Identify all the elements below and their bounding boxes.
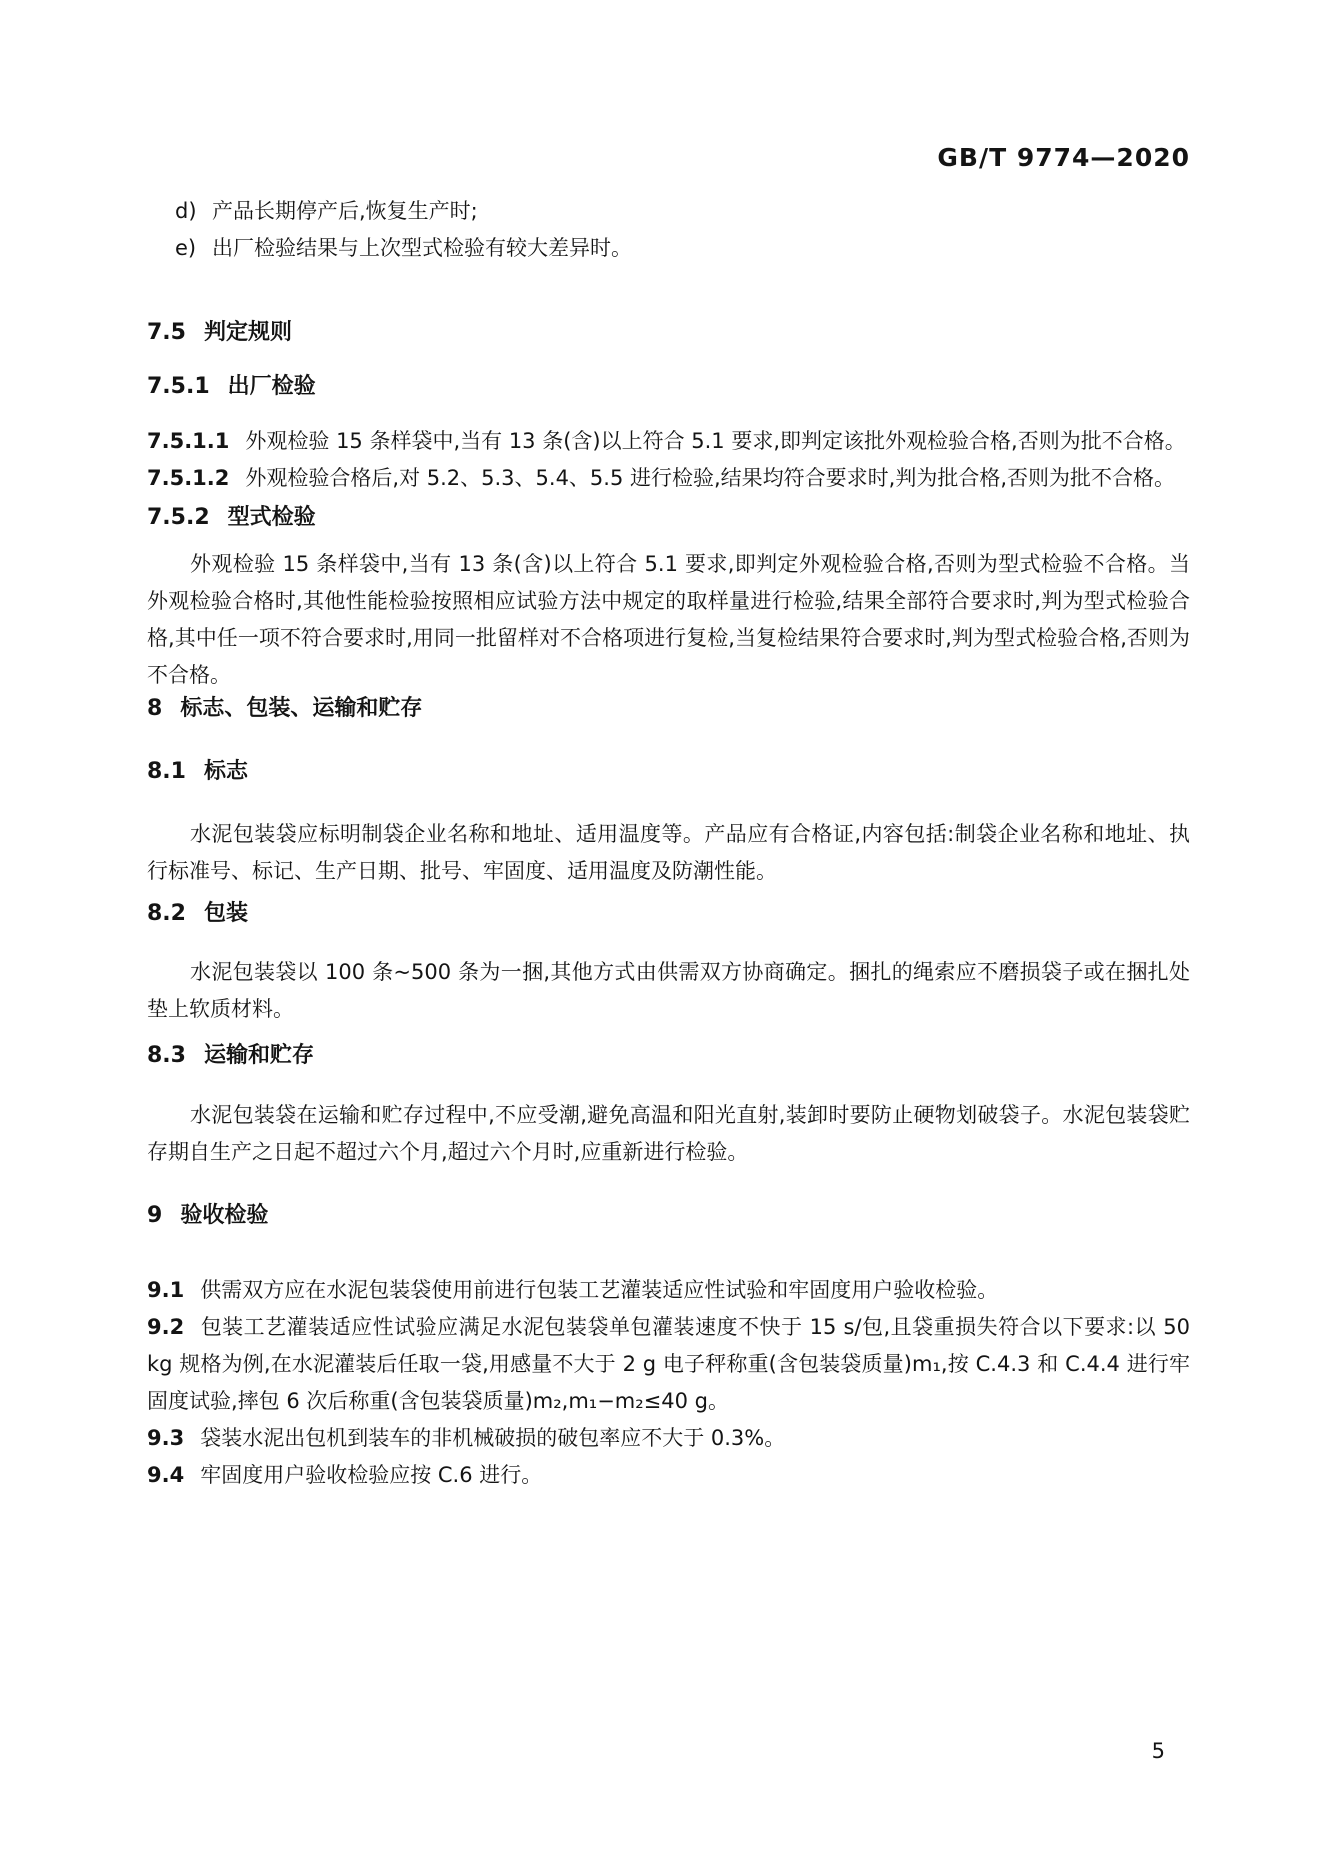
clause-number: 7.5.1.1	[147, 429, 230, 453]
clause-7-5-1-1	[147, 423, 1190, 460]
clause-text: 袋装水泥出包机到装车的非机械破损的破包率应不大于 0.3%。	[200, 1426, 786, 1450]
heading-number: 7.5.2	[147, 505, 210, 530]
clause-text: 包装工艺灌装适应性试验应满足水泥包装袋单包灌装速度不快于 15 s/包,且袋重损失符合以下要求:以 50 kg 规格为例,在水泥灌装后任取一袋,用感量不大于 2 g 电子秤称重(含包装袋质量)m₁,按 C.4.3 和 C.4.4 进行牢固度试验,摔包 6 次后称重(含包装袋质量)m₂,m₁−m₂≤40 g。	[147, 1315, 1190, 1413]
clause-text: 牢固度用户验收检验应按 C.6 进行。	[200, 1463, 543, 1487]
clause-text: 外观检验 15 条样袋中,当有 13 条(含)以上符合 5.1 要求,即判定该批外观检验合格,否则为批不合格。	[245, 429, 1186, 453]
heading-title: 型式检验	[227, 505, 316, 530]
list-label: d)	[175, 199, 197, 223]
list-label: e)	[175, 236, 197, 260]
clause-number: 7.5.1.2	[147, 466, 230, 490]
clause-9-2	[147, 1309, 1190, 1420]
heading-title: 标志、包装、运输和贮存	[180, 696, 423, 721]
paragraph-packaging: 水泥包装袋以 100 条~500 条为一捆,其他方式由供需双方协商确定。捆扎的绳索应不磨损袋子或在捆扎处垫上软质材料。	[147, 960, 1190, 1021]
heading-number: 8	[147, 696, 163, 721]
page-content	[147, 143, 1190, 1494]
page-number: 5	[1151, 1739, 1165, 1763]
heading-number: 7.5.1	[147, 374, 210, 399]
clause-number: 9.1	[147, 1278, 185, 1302]
heading-7-5	[147, 318, 1190, 348]
clause-9-3	[147, 1420, 1190, 1457]
heading-number: 7.5	[147, 320, 186, 345]
heading-number: 8.2	[147, 901, 186, 926]
list-text: 出厂检验结果与上次型式检验有较大差异时。	[212, 236, 632, 260]
paragraph-transport-storage: 水泥包装袋在运输和贮存过程中,不应受潮,避免高温和阳光直射,装卸时要防止硬物划破袋子。水泥包装袋贮存期自生产之日起不超过六个月,超过六个月时,应重新进行检验。	[147, 1103, 1190, 1164]
list-item-e	[147, 230, 1190, 267]
heading-8-2	[147, 899, 1190, 929]
heading-title: 标志	[203, 759, 248, 784]
heading-number: 9	[147, 1203, 163, 1228]
list-item-d	[147, 193, 1190, 230]
heading-7-5-2	[147, 503, 1190, 533]
heading-8-3	[147, 1041, 1190, 1071]
heading-8-1	[147, 757, 1190, 787]
heading-9	[147, 1201, 1190, 1231]
clause-number: 9.2	[147, 1315, 185, 1339]
heading-title: 包装	[203, 901, 248, 926]
list-text: 产品长期停产后,恢复生产时;	[212, 199, 478, 223]
clause-number: 9.3	[147, 1426, 185, 1450]
heading-number: 8.1	[147, 759, 186, 784]
clause-9-4	[147, 1457, 1190, 1494]
paragraph-type-inspection: 外观检验 15 条样袋中,当有 13 条(含)以上符合 5.1 要求,即判定外观检验合格,否则为型式检验不合格。当外观检验合格时,其他性能检验按照相应试验方法中规定的取样量进行检验,结果全部符合要求时,判为型式检验合格,其中任一项不符合要求时,用同一批留样对不合格项进行复检,当复检结果符合要求时,判为型式检验合格,否则为不合格。	[147, 552, 1190, 687]
heading-8	[147, 694, 1190, 724]
heading-title: 验收检验	[180, 1203, 269, 1228]
clause-text: 外观检验合格后,对 5.2、5.3、5.4、5.5 进行检验,结果均符合要求时,判为批合格,否则为批不合格。	[245, 466, 1176, 490]
paragraph-marking: 水泥包装袋应标明制袋企业名称和地址、适用温度等。产品应有合格证,内容包括:制袋企业名称和地址、执行标准号、标记、生产日期、批号、牢固度、适用温度及防潮性能。	[147, 822, 1190, 883]
clause-9-1	[147, 1272, 1190, 1309]
clause-7-5-1-2	[147, 460, 1190, 497]
heading-title: 运输和贮存	[203, 1043, 314, 1068]
standard-code-header: GB/T 9774—2020	[937, 143, 1190, 172]
heading-title: 判定规则	[203, 320, 292, 345]
heading-title: 出厂检验	[227, 374, 316, 399]
heading-7-5-1	[147, 372, 1190, 402]
clause-number: 9.4	[147, 1463, 185, 1487]
heading-number: 8.3	[147, 1043, 186, 1068]
clause-text: 供需双方应在水泥包装袋使用前进行包装工艺灌装适应性试验和牢固度用户验收检验。	[200, 1278, 999, 1302]
